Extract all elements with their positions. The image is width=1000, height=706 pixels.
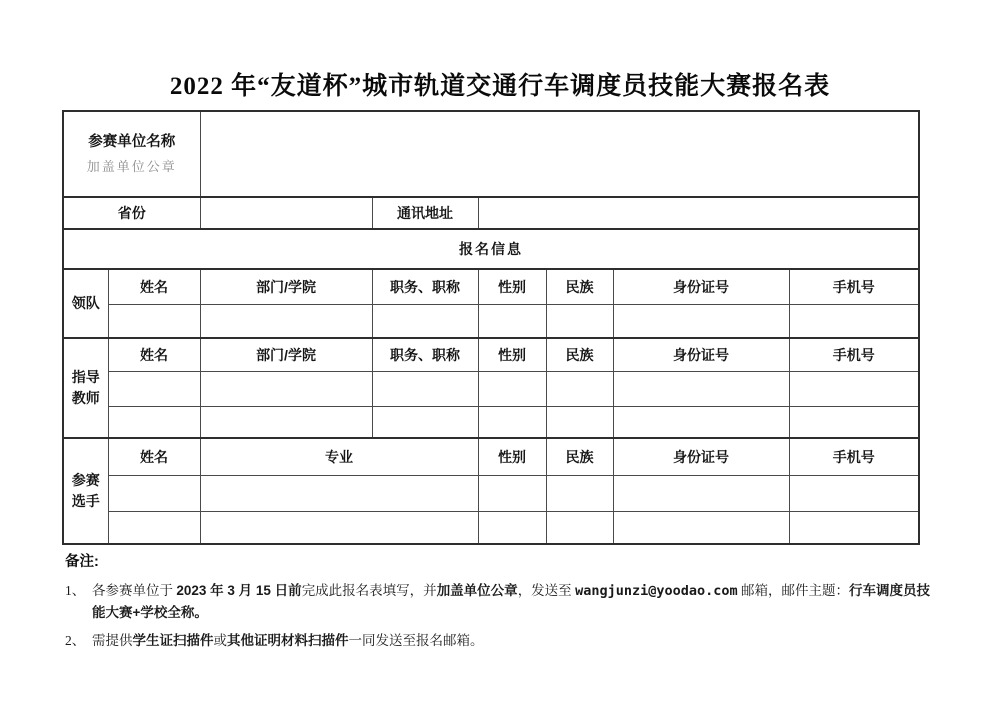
player-major-cell[interactable] xyxy=(200,475,478,511)
note-1-seg-7: 邮箱，邮件主题： xyxy=(737,583,849,598)
player-header-row xyxy=(63,438,919,475)
leader-col-position: 职务、职称 xyxy=(372,269,478,304)
player-major-cell[interactable] xyxy=(200,511,478,544)
leader-ethnicity-cell[interactable] xyxy=(546,304,613,338)
coach-name-cell[interactable] xyxy=(108,406,200,438)
leader-gender-cell[interactable] xyxy=(478,304,546,338)
note-item-1 xyxy=(65,580,941,623)
coach-col-phone: 手机号 xyxy=(789,338,919,371)
note-1-seg-1: 各参赛单位于 xyxy=(92,583,177,598)
info-header-row xyxy=(63,229,919,269)
coach-col-id-number: 身份证号 xyxy=(613,338,789,371)
coach-phone-cell[interactable] xyxy=(789,371,919,406)
player-data-row-1 xyxy=(63,475,919,511)
note-1-seg-5: ，发送至 xyxy=(517,583,576,598)
leader-position-cell[interactable] xyxy=(372,304,478,338)
address-label: 通讯地址 xyxy=(372,197,478,229)
address-input-cell[interactable] xyxy=(478,197,919,229)
leader-header-row xyxy=(63,269,919,304)
note-2-student-id-bold: 学生证扫描件 xyxy=(132,633,214,648)
player-ethnicity-cell[interactable] xyxy=(546,475,613,511)
coach-gender-cell[interactable] xyxy=(478,406,546,438)
player-col-ethnicity: 民族 xyxy=(546,438,613,475)
note-2-other-proof-bold: 其他证明材料扫描件 xyxy=(227,633,349,648)
coach-col-department: 部门/学院 xyxy=(200,338,372,371)
player-col-phone: 手机号 xyxy=(789,438,919,475)
unit-name-input-cell[interactable] xyxy=(200,111,919,197)
player-id-number-cell[interactable] xyxy=(613,511,789,544)
page-title: 2022 年“友道杯”城市轨道交通行车调度员技能大赛报名表 xyxy=(169,73,831,100)
province-input-cell[interactable] xyxy=(200,197,372,229)
leader-group-label: 领队 xyxy=(63,269,108,338)
unit-seal-hint: 加盖单位公章 xyxy=(86,158,177,174)
coach-group-label: 指导教师 xyxy=(63,338,108,438)
player-col-id-number: 身份证号 xyxy=(613,438,789,475)
coach-ethnicity-cell[interactable] xyxy=(546,371,613,406)
note-2-seg-3: 或 xyxy=(213,633,227,648)
note-1-seg-3: 完成此报名表填写，并 xyxy=(301,583,437,598)
leader-col-gender: 性别 xyxy=(478,269,546,304)
coach-data-row-2 xyxy=(63,406,919,438)
note-2-seg-1: 需提供 xyxy=(92,633,133,648)
player-ethnicity-cell[interactable] xyxy=(546,511,613,544)
unit-name-row xyxy=(63,111,919,197)
player-gender-cell[interactable] xyxy=(478,475,546,511)
unit-name-label-cell xyxy=(63,111,200,197)
leader-col-phone: 手机号 xyxy=(789,269,919,304)
player-data-row-2 xyxy=(63,511,919,544)
note-1-email: wangjunzi@yoodao.com xyxy=(575,583,738,599)
player-col-major: 专业 xyxy=(200,438,478,475)
player-col-name: 姓名 xyxy=(108,438,200,475)
coach-col-gender: 性别 xyxy=(478,338,546,371)
note-1-number: 1、 xyxy=(65,583,86,598)
coach-id-number-cell[interactable] xyxy=(613,371,789,406)
coach-id-number-cell[interactable] xyxy=(613,406,789,438)
coach-header-row xyxy=(63,338,919,371)
note-2-seg-5: 一同发送至报名邮箱。 xyxy=(348,633,484,648)
unit-name-label: 参赛单位名称 xyxy=(88,134,176,151)
coach-position-cell[interactable] xyxy=(372,371,478,406)
note-1-deadline: 2023 年 3 月 15 日前 xyxy=(176,583,302,598)
player-gender-cell[interactable] xyxy=(478,511,546,544)
player-phone-cell[interactable] xyxy=(789,511,919,544)
info-section-title: 报名信息 xyxy=(63,229,919,269)
leader-phone-cell[interactable] xyxy=(789,304,919,338)
note-1-text xyxy=(92,580,941,623)
coach-position-cell[interactable] xyxy=(372,406,478,438)
leader-id-number-cell[interactable] xyxy=(613,304,789,338)
leader-col-ethnicity: 民族 xyxy=(546,269,613,304)
coach-department-cell[interactable] xyxy=(200,371,372,406)
coach-col-name: 姓名 xyxy=(108,338,200,371)
player-col-gender: 性别 xyxy=(478,438,546,475)
note-2-number: 2、 xyxy=(65,633,86,648)
coach-name-cell[interactable] xyxy=(108,371,200,406)
player-name-cell[interactable] xyxy=(108,475,200,511)
note-item-2 xyxy=(65,630,941,651)
coach-col-ethnicity: 民族 xyxy=(546,338,613,371)
note-1-seal-bold: 加盖单位公章 xyxy=(436,583,518,598)
player-name-cell[interactable] xyxy=(108,511,200,544)
player-group-label: 参赛选手 xyxy=(63,438,108,544)
registration-form-table xyxy=(62,110,920,545)
notes-section xyxy=(65,552,941,651)
leader-col-department: 部门/学院 xyxy=(200,269,372,304)
leader-col-name: 姓名 xyxy=(108,269,200,304)
coach-data-row-1 xyxy=(63,371,919,406)
leader-data-row xyxy=(63,304,919,338)
leader-col-id-number: 身份证号 xyxy=(613,269,789,304)
province-label: 省份 xyxy=(63,197,200,229)
notes-label: 备注: xyxy=(65,554,99,570)
coach-ethnicity-cell[interactable] xyxy=(546,406,613,438)
player-id-number-cell[interactable] xyxy=(613,475,789,511)
leader-department-cell[interactable] xyxy=(200,304,372,338)
note-2-text xyxy=(92,630,941,651)
coach-department-cell[interactable] xyxy=(200,406,372,438)
note-1-subject-bold: 行车调度员技能大赛+学校全称。 xyxy=(92,583,930,620)
player-phone-cell[interactable] xyxy=(789,475,919,511)
coach-gender-cell[interactable] xyxy=(478,371,546,406)
province-address-row xyxy=(63,197,919,229)
leader-name-cell[interactable] xyxy=(108,304,200,338)
coach-col-position: 职务、职称 xyxy=(372,338,478,371)
coach-phone-cell[interactable] xyxy=(789,406,919,438)
